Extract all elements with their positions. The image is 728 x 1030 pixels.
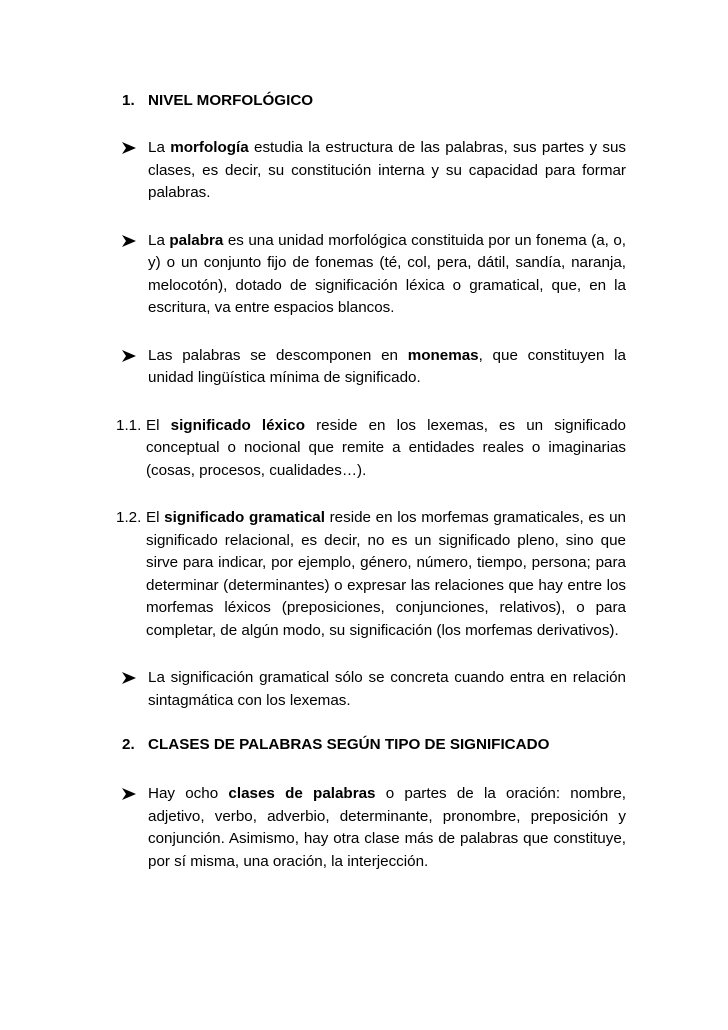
bold-term: significado léxico [170, 416, 305, 434]
subsection-significado-lexico: 1.1. El significado léxico reside en los lexemas, es un significado conceptual o nocional que remite a entidades reales o imaginarias (cosas, procesos, cualidades…). [116, 416, 626, 479]
section-number: 1. [122, 92, 135, 109]
arrow-bullet-icon [122, 230, 140, 252]
bullet-paragraph-significacion: La significación gramatical sólo se concreta cuando entra en relación sintagmática con los lexemas. [122, 667, 626, 712]
bullet-paragraph-palabra: La palabra es una unidad morfológica constituida por un fonema (a, o, y) o un conjunto fijo de fonemas (té, col, pera, dátil, sandía, naranja, melocotón), dotado de significación léxica o gramatical, que, en la escritura, va entre espacios blancos. [122, 230, 626, 320]
bold-term: monemas [407, 346, 479, 364]
section-heading-2 [122, 734, 626, 756]
arrow-bullet-icon [122, 137, 140, 159]
arrow-bullet-icon [122, 783, 140, 805]
section-title: CLASES DE PALABRAS SEGÚN TIPO DE SIGNIFICADO [148, 736, 550, 753]
subsection-number: 1.2. [116, 509, 142, 526]
bullet-paragraph-morfologia: La morfología estudia la estructura de las palabras, sus partes y sus clases, es decir, su constitución interna y su capacidad para formar palabras. [122, 137, 626, 205]
subsection-significado-gramatical: 1.2. El significado gramatical reside en los morfemas gramaticales, es un significado relacional, es decir, no es un significado pleno, sino que sirve para indicar, por ejemplo, género, número, tiempo, persona; para determinar (determinantes) o expresar las relaciones que hay entre los morfemas léxicos (preposiciones, conjunciones, relativos), o para completar, de algún modo, su significación (los morfemas derivativos). [116, 509, 626, 639]
bullet-paragraph-monemas: Las palabras se descomponen en monemas, que constituyen la unidad lingüística mínima de significado. [122, 345, 626, 390]
section-heading-1 [122, 90, 626, 112]
bold-term: morfología [170, 139, 249, 156]
bullet-paragraph-clases: Hay ocho clases de palabras o partes de la oración: nombre, adjetivo, verbo, adverbio, determinante, pronombre, preposición y conjunción. Asimismo, hay otra clase más de palabras que constituye, por sí misma, una oración, la interjección. [122, 783, 626, 873]
bold-term: significado gramatical [164, 509, 325, 526]
bold-term: clases de palabras [228, 785, 376, 802]
arrow-bullet-icon [122, 345, 140, 367]
section-number: 2. [122, 736, 135, 753]
arrow-bullet-icon [122, 667, 140, 689]
subsection-number: 1.1. [116, 416, 142, 434]
bold-term: palabra [169, 231, 224, 249]
section-title: NIVEL MORFOLÓGICO [148, 92, 314, 109]
document-body [116, 90, 626, 873]
